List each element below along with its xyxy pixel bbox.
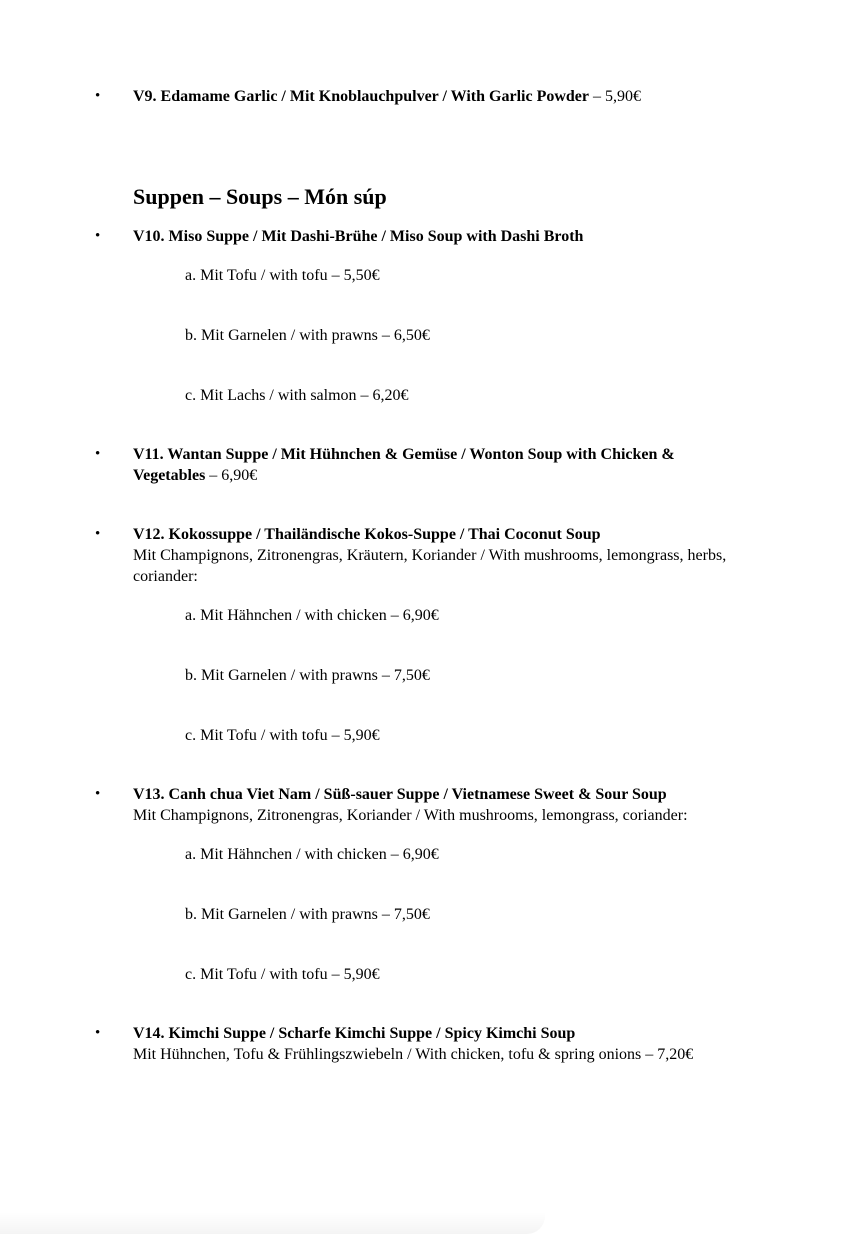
item-price: – 6,90€ xyxy=(205,467,258,484)
bullet-icon: • xyxy=(95,1025,101,1041)
sub-item-v12-c: c. Mit Tofu / with tofu – 5,90€ xyxy=(185,727,380,744)
menu-item-v14-body xyxy=(133,1023,800,1065)
menu-item-v12 xyxy=(95,524,800,746)
bullet-icon: • xyxy=(95,526,101,542)
item-title-line xyxy=(133,86,800,107)
sub-item-v12-b: b. Mit Garnelen / with prawns – 7,50€ xyxy=(185,667,430,684)
item-title-line xyxy=(133,444,800,465)
item-title: Vegetables xyxy=(133,467,206,484)
sub-item-v13-b: b. Mit Garnelen / with prawns – 7,50€ xyxy=(185,906,430,923)
menu-item-v9 xyxy=(95,86,800,107)
item-description: Mit Champignons, Zitronengras, Koriander / With mushrooms, lemongrass, coriander: xyxy=(133,807,688,824)
sub-item-v10-a: a. Mit Tofu / with tofu – 5,50€ xyxy=(185,267,380,284)
item-title: V11. Wantan Suppe / Mit Hühnchen & Gemüse / Wonton Soup with Chicken & xyxy=(133,446,675,463)
item-title: V12. Kokossuppe / Thailändische Kokos-Suppe / Thai Coconut Soup xyxy=(133,526,601,543)
item-title: V10. Miso Suppe / Mit Dashi-Brühe / Miso Soup with Dashi Broth xyxy=(133,228,584,245)
item-title-line xyxy=(133,524,800,545)
item-title: V13. Canh chua Viet Nam / Süß-sauer Suppe / Vietnamese Sweet & Sour Soup xyxy=(133,786,667,803)
item-title: V14. Kimchi Suppe / Scharfe Kimchi Suppe / Spicy Kimchi Soup xyxy=(133,1025,576,1042)
item-description: Mit Hühnchen, Tofu & Frühlingszwiebeln / With chicken, tofu & spring onions – 7,20€ xyxy=(133,1046,694,1063)
item-description: Mit Champignons, Zitronengras, Kräutern, Koriander / With mushrooms, lemongrass, herbs, xyxy=(133,547,727,564)
bullet-icon: • xyxy=(95,786,101,802)
sub-item-v12-a: a. Mit Hähnchen / with chicken – 6,90€ xyxy=(185,607,439,624)
menu-item-v11 xyxy=(95,444,800,486)
menu-item-v13 xyxy=(95,784,800,985)
menu-item-v9-body xyxy=(133,86,800,107)
item-title-line xyxy=(133,226,800,247)
menu-item-v10-body xyxy=(133,226,800,406)
item-title: V9. Edamame Garlic / Mit Knoblauchpulver / With Garlic Powder xyxy=(133,88,589,105)
sub-item-v13-c: c. Mit Tofu / with tofu – 5,90€ xyxy=(185,966,380,983)
menu-item-v14 xyxy=(95,1023,800,1065)
sub-item-v13-a: a. Mit Hähnchen / with chicken – 6,90€ xyxy=(185,846,439,863)
item-price: – 5,90€ xyxy=(589,88,641,105)
item-title-line xyxy=(133,1023,800,1044)
bullet-icon: • xyxy=(95,446,101,462)
bullet-icon: • xyxy=(95,228,101,244)
section-heading-soups: Suppen – Soups – Món súp xyxy=(133,184,387,209)
menu-item-v13-body xyxy=(133,784,800,985)
menu-item-v11-body xyxy=(133,444,800,486)
item-description: coriander: xyxy=(133,568,198,585)
sub-item-v10-c: c. Mit Lachs / with salmon – 6,20€ xyxy=(185,387,409,404)
menu-item-v12-body xyxy=(133,524,800,746)
item-title-line xyxy=(133,784,800,805)
sub-item-v10-b: b. Mit Garnelen / with prawns – 6,50€ xyxy=(185,327,430,344)
bullet-icon: • xyxy=(95,88,101,104)
item-title-line xyxy=(133,465,800,486)
menu-item-v10 xyxy=(95,226,800,406)
page-bottom-fade xyxy=(0,1212,545,1234)
